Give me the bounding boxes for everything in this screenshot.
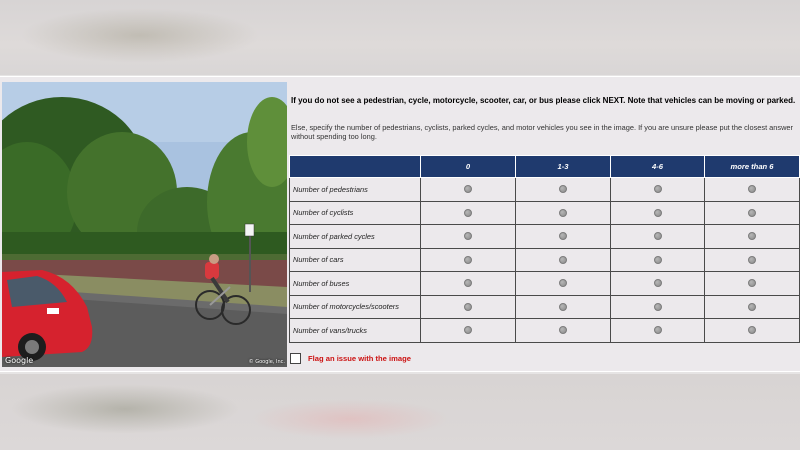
radio-option[interactable] bbox=[559, 256, 567, 264]
radio-option[interactable] bbox=[748, 326, 756, 334]
radio-option[interactable] bbox=[654, 232, 662, 240]
radio-option[interactable] bbox=[654, 279, 662, 287]
radio-option[interactable] bbox=[748, 232, 756, 240]
street-view-image bbox=[2, 82, 287, 367]
radio-option[interactable] bbox=[748, 303, 756, 311]
radio-option[interactable] bbox=[654, 303, 662, 311]
radio-option[interactable] bbox=[559, 209, 567, 217]
radio-option[interactable] bbox=[748, 185, 756, 193]
radio-option[interactable] bbox=[559, 232, 567, 240]
blurred-background-bottom bbox=[0, 374, 800, 450]
radio-option[interactable] bbox=[748, 256, 756, 264]
radio-option[interactable] bbox=[464, 279, 472, 287]
radio-option[interactable] bbox=[559, 303, 567, 311]
radio-option[interactable] bbox=[464, 232, 472, 240]
header-col-4-6: 4-6 bbox=[611, 156, 705, 178]
radio-option[interactable] bbox=[559, 279, 567, 287]
row-label: Number of vans/trucks bbox=[290, 319, 421, 343]
row-label: Number of cyclists bbox=[290, 201, 421, 225]
header-col-more-than-6: more than 6 bbox=[705, 156, 800, 178]
table-row-pedestrians bbox=[290, 178, 800, 202]
row-label: Number of parked cycles bbox=[290, 225, 421, 249]
survey-panel bbox=[0, 76, 800, 372]
radio-option[interactable] bbox=[464, 326, 472, 334]
radio-option[interactable] bbox=[654, 256, 662, 264]
table-header-row bbox=[290, 156, 800, 178]
flag-issue-checkbox[interactable] bbox=[290, 353, 301, 364]
google-logo-credit: Google bbox=[5, 356, 34, 365]
radio-option[interactable] bbox=[464, 185, 472, 193]
blurred-background-top bbox=[0, 0, 800, 75]
row-label: Number of pedestrians bbox=[290, 178, 421, 202]
radio-option[interactable] bbox=[559, 326, 567, 334]
table-row-vans-trucks bbox=[290, 319, 800, 343]
radio-option[interactable] bbox=[559, 185, 567, 193]
count-table bbox=[289, 155, 800, 343]
copyright-credit: © Google, Inc. bbox=[248, 359, 285, 365]
header-blank-cell bbox=[290, 156, 421, 178]
table-row-cyclists bbox=[290, 201, 800, 225]
row-label: Number of buses bbox=[290, 272, 421, 296]
radio-option[interactable] bbox=[464, 256, 472, 264]
flag-issue-label[interactable]: Flag an issue with the image bbox=[308, 354, 411, 363]
row-label: Number of cars bbox=[290, 248, 421, 272]
instruction-bold-text: If you do not see a pedestrian, cycle, motorcycle, scooter, car, or bus please click NEXT. Note that vehicles can be moving or parked. bbox=[291, 96, 796, 105]
header-col-1-3: 1-3 bbox=[516, 156, 611, 178]
radio-option[interactable] bbox=[654, 185, 662, 193]
header-col-0: 0 bbox=[421, 156, 516, 178]
instruction-text: Else, specify the number of pedestrians, cyclists, parked cycles, and motor vehicles you see in the image. If you are unsure please put the closest answer without spending too long. bbox=[291, 123, 793, 141]
table-row-motorcycles-scooters bbox=[290, 295, 800, 319]
radio-option[interactable] bbox=[748, 279, 756, 287]
radio-option[interactable] bbox=[464, 303, 472, 311]
radio-option[interactable] bbox=[654, 209, 662, 217]
row-label: Number of motorcycles/scooters bbox=[290, 295, 421, 319]
radio-option[interactable] bbox=[654, 326, 662, 334]
street-scene-illustration bbox=[2, 82, 287, 367]
radio-option[interactable] bbox=[464, 209, 472, 217]
radio-option[interactable] bbox=[748, 209, 756, 217]
table-row-buses bbox=[290, 272, 800, 296]
table-row-parked-cycles bbox=[290, 225, 800, 249]
table-row-cars bbox=[290, 248, 800, 272]
